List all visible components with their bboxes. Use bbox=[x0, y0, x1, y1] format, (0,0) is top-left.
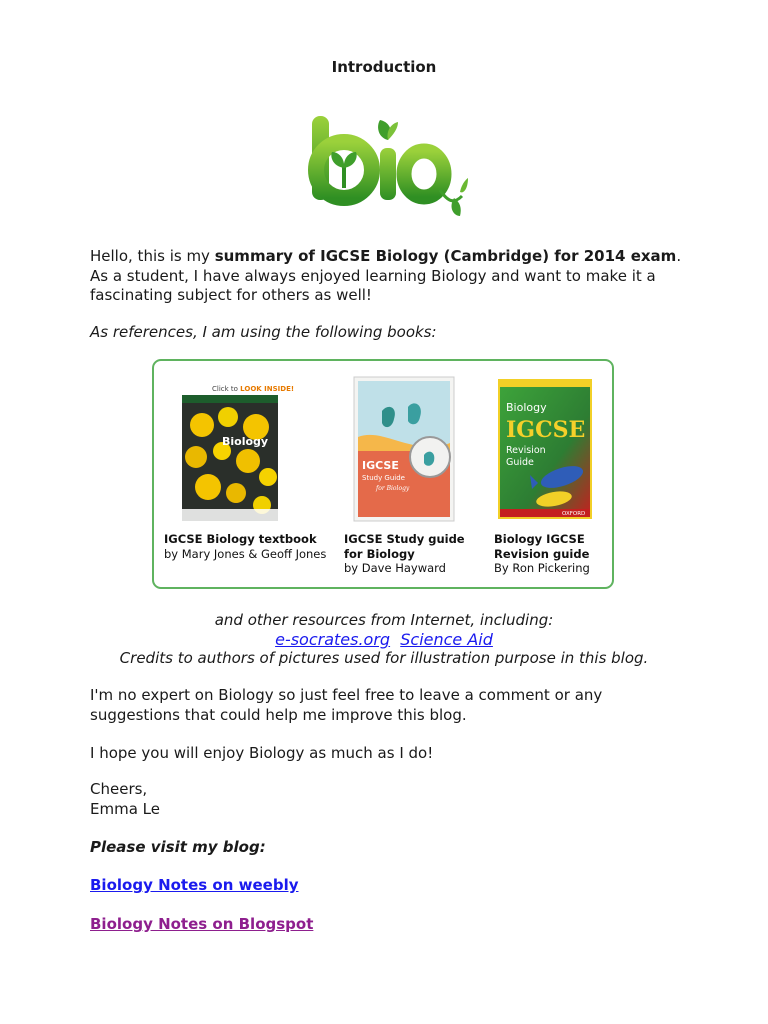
book1-banner: Click to LOOK INSIDE! bbox=[212, 385, 295, 393]
references-heading: As references, I am using the following books: bbox=[90, 323, 437, 341]
book2-cover-sub: Study Guide bbox=[362, 474, 405, 482]
signoff: Cheers, bbox=[90, 780, 148, 798]
book3-title-line2: Revision guide bbox=[494, 546, 590, 561]
scienceaid-link[interactable]: Science Aid bbox=[400, 630, 493, 649]
hope-line: I hope you will enjoy Biology as much as I do! bbox=[90, 744, 434, 762]
book1-author: by Mary Jones & Geoff Jones bbox=[164, 546, 327, 561]
books-panel bbox=[152, 359, 614, 589]
book2-cover[interactable] bbox=[354, 377, 454, 521]
book2-author: by Dave Hayward bbox=[344, 561, 446, 575]
book3-cover-main: IGCSE bbox=[506, 417, 586, 443]
feedback-paragraph: I'm no expert on Biology so just feel free to leave a comment or any suggestions that could help me improve this blog. bbox=[90, 686, 603, 724]
book3-author: By Ron Pickering bbox=[494, 561, 590, 575]
book2-title-line1: IGCSE Study guide bbox=[344, 532, 465, 546]
book2-cover-title: IGCSE bbox=[362, 459, 399, 472]
weebly-link-row bbox=[90, 876, 690, 896]
esocrates-link[interactable]: e-socrates.org bbox=[275, 630, 391, 649]
intro-suffix: . As a student, I have always enjoyed learning Biology and want to make it a fascinating subject for others as well! bbox=[90, 247, 682, 304]
resource-links bbox=[0, 630, 768, 649]
book2-caption bbox=[344, 532, 465, 576]
book2-title-line2: for Biology bbox=[344, 546, 415, 561]
book3-title-line1: Biology IGCSE bbox=[494, 532, 585, 546]
book3-cover-sub1: Revision bbox=[506, 445, 546, 456]
book1-title: IGCSE Biology textbook bbox=[164, 532, 317, 546]
weebly-link[interactable]: Biology Notes on weebly bbox=[90, 876, 299, 894]
book1-cover[interactable] bbox=[178, 381, 295, 523]
blogspot-link[interactable]: Biology Notes on Blogspot bbox=[90, 915, 314, 933]
author-name: Emma Le bbox=[90, 800, 160, 818]
book3-cover-brand: OXFORD bbox=[562, 511, 586, 517]
blogspot-link-row bbox=[90, 915, 690, 935]
book3-cover-sub2: Guide bbox=[506, 457, 534, 468]
credits-line: Credits to authors of pictures used for illustration purpose in this blog. bbox=[119, 649, 649, 667]
book2-cover-for: for Biology bbox=[376, 485, 410, 492]
intro-prefix: Hello, this is my bbox=[90, 247, 215, 265]
page-title: Introduction bbox=[331, 58, 437, 76]
intro-bold: summary of IGCSE Biology (Cambridge) for 2014 exam bbox=[214, 247, 677, 265]
intro-paragraph bbox=[90, 247, 690, 306]
book3-cover-top: Biology bbox=[506, 401, 547, 414]
book3-caption bbox=[494, 532, 590, 576]
bio-logo bbox=[302, 104, 468, 220]
blog-heading: Please visit my blog: bbox=[90, 838, 266, 856]
resources-line: and other resources from Internet, including: bbox=[214, 611, 554, 629]
book1-cover-title: Biology bbox=[222, 435, 269, 448]
book3-cover[interactable] bbox=[498, 379, 592, 519]
book1-caption bbox=[164, 532, 326, 561]
